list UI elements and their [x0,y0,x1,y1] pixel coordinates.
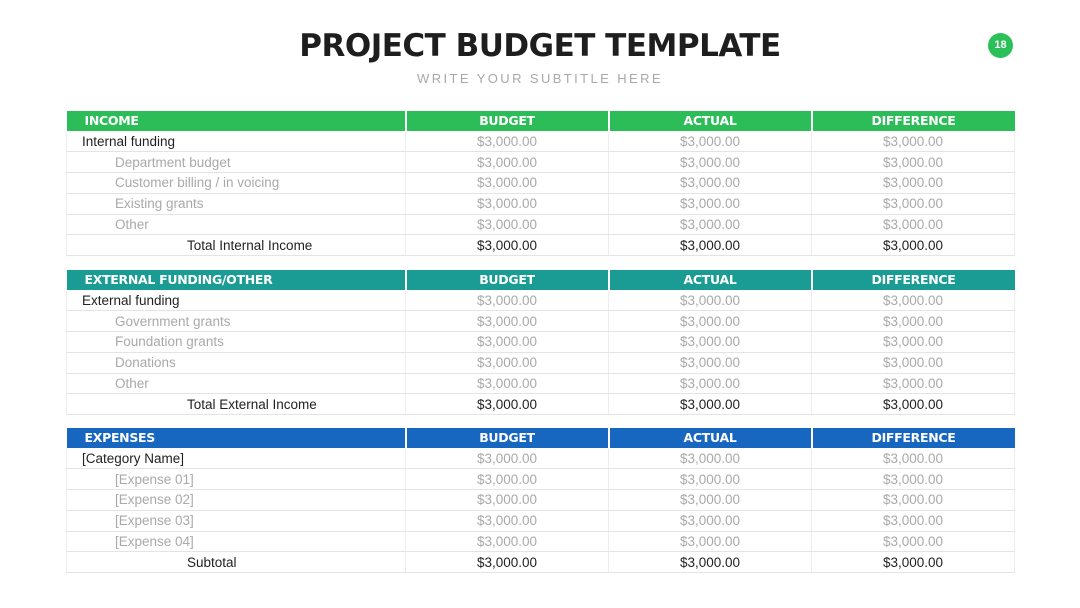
difference-value: $3,000.00 [812,152,1015,173]
actual-header-cell: ACTUAL [609,270,812,290]
table-row [67,311,1015,332]
budget-value: $3,000.00 [406,352,609,373]
budget-value: $3,000.00 [406,152,609,173]
budget-value: $3,000.00 [406,332,609,353]
table-row [67,173,1015,194]
budget-value: $3,000.00 [406,552,609,573]
expenses-header-cell: EXPENSES [67,428,406,448]
page-number-badge: 18 [988,33,1013,58]
table-row [67,290,1015,311]
difference-value: $3,000.00 [812,510,1015,531]
difference-value: $3,000.00 [812,290,1015,311]
actual-value: $3,000.00 [609,448,812,469]
row-label: Other [67,373,406,394]
budget-value: $3,000.00 [406,235,609,256]
table-row [67,193,1015,214]
actual-value: $3,000.00 [609,214,812,235]
expenses-table [66,428,1015,573]
actual-value: $3,000.00 [609,311,812,332]
row-label: External funding [67,290,406,311]
external-funding-header-cell: EXTERNAL FUNDING/OTHER [67,270,406,290]
table-row [67,332,1015,353]
budget-value: $3,000.00 [406,510,609,531]
income-header-cell: INCOME [67,111,406,131]
actual-value: $3,000.00 [609,173,812,194]
actual-value: $3,000.00 [609,531,812,552]
actual-value: $3,000.00 [609,352,812,373]
difference-value: $3,000.00 [812,448,1015,469]
actual-value: $3,000.00 [609,552,812,573]
difference-header-cell: DIFFERENCE [812,428,1015,448]
actual-header-cell: ACTUAL [609,428,812,448]
budget-value: $3,000.00 [406,394,609,415]
external-funding-header-row [67,270,1015,290]
row-label: Internal funding [67,131,406,152]
table-row [67,531,1015,552]
total-row [67,552,1015,573]
actual-value: $3,000.00 [609,193,812,214]
difference-value: $3,000.00 [812,373,1015,394]
difference-header-cell: DIFFERENCE [812,111,1015,131]
difference-value: $3,000.00 [812,311,1015,332]
actual-header-cell: ACTUAL [609,111,812,131]
budget-value: $3,000.00 [406,131,609,152]
row-label: [Category Name] [67,448,406,469]
budget-value: $3,000.00 [406,448,609,469]
actual-value: $3,000.00 [609,490,812,511]
row-label: Government grants [67,311,406,332]
row-label: Total External Income [67,394,406,415]
table-row [67,469,1015,490]
external-funding-section [66,270,1014,415]
actual-value: $3,000.00 [609,373,812,394]
table-row [67,448,1015,469]
actual-value: $3,000.00 [609,152,812,173]
budget-value: $3,000.00 [406,469,609,490]
actual-value: $3,000.00 [609,394,812,415]
actual-value: $3,000.00 [609,510,812,531]
actual-value: $3,000.00 [609,332,812,353]
table-row [67,490,1015,511]
budget-value: $3,000.00 [406,490,609,511]
budget-header-cell: BUDGET [406,428,609,448]
row-label: Subtotal [67,552,406,573]
external-funding-table [66,270,1015,415]
difference-value: $3,000.00 [812,394,1015,415]
table-row [67,510,1015,531]
row-label: Foundation grants [67,332,406,353]
row-label: Customer billing / in voicing [67,173,406,194]
difference-value: $3,000.00 [812,193,1015,214]
difference-value: $3,000.00 [812,531,1015,552]
row-label: Department budget [67,152,406,173]
row-label: [Expense 04] [67,531,406,552]
budget-value: $3,000.00 [406,193,609,214]
total-row [67,394,1015,415]
budget-value: $3,000.00 [406,373,609,394]
table-row [67,352,1015,373]
budget-value: $3,000.00 [406,531,609,552]
budget-value: $3,000.00 [406,173,609,194]
actual-value: $3,000.00 [609,131,812,152]
difference-value: $3,000.00 [812,214,1015,235]
row-label: Existing grants [67,193,406,214]
income-table [66,111,1015,256]
actual-value: $3,000.00 [609,235,812,256]
table-row [67,214,1015,235]
budget-header-cell: BUDGET [406,270,609,290]
expenses-section [66,428,1014,573]
difference-value: $3,000.00 [812,235,1015,256]
row-label: [Expense 01] [67,469,406,490]
row-label: [Expense 02] [67,490,406,511]
difference-value: $3,000.00 [812,469,1015,490]
table-row [67,152,1015,173]
difference-value: $3,000.00 [812,552,1015,573]
row-label: Donations [67,352,406,373]
income-section [66,111,1014,256]
budget-value: $3,000.00 [406,214,609,235]
difference-value: $3,000.00 [812,131,1015,152]
budget-value: $3,000.00 [406,290,609,311]
row-label: [Expense 03] [67,510,406,531]
budget-value: $3,000.00 [406,311,609,332]
actual-value: $3,000.00 [609,469,812,490]
row-label: Total Internal Income [67,235,406,256]
table-row [67,131,1015,152]
page-subtitle: WRITE YOUR SUBTITLE HERE [417,71,663,86]
total-row [67,235,1015,256]
expenses-header-row [67,428,1015,448]
difference-value: $3,000.00 [812,352,1015,373]
income-header-row [67,111,1015,131]
table-row [67,373,1015,394]
row-label: Other [67,214,406,235]
actual-value: $3,000.00 [609,290,812,311]
page-title: PROJECT BUDGET TEMPLATE [299,28,781,64]
difference-header-cell: DIFFERENCE [812,270,1015,290]
difference-value: $3,000.00 [812,173,1015,194]
budget-header-cell: BUDGET [406,111,609,131]
difference-value: $3,000.00 [812,490,1015,511]
difference-value: $3,000.00 [812,332,1015,353]
